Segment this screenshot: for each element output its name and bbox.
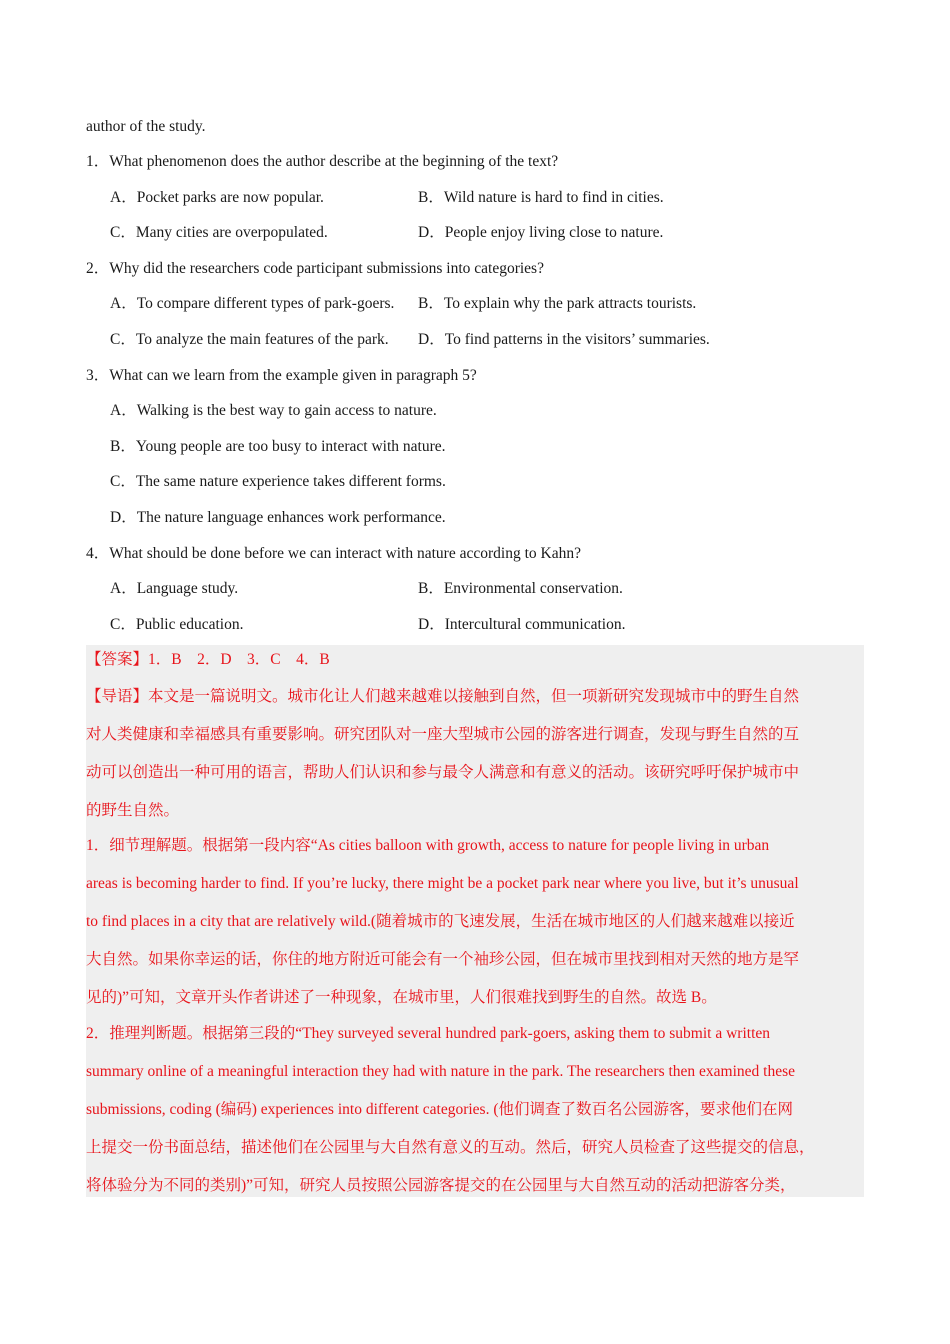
explanation-line-1: 1．细节理解题。根据第一段内容“As cities balloon with growth, access to nature for people living in urban [86, 837, 770, 854]
guide-text-1: 本文是一篇说明文。城市化让人们越来越难以接触到自然，但一项新研究发现城市中的野生自然 [148, 688, 800, 705]
explanation-line-7: summary online of a meaningful interaction they had with nature in the park. The researchers then examined these [86, 1063, 796, 1080]
question-2-option-a: A．To compare different types of park-goers. [110, 295, 395, 312]
question-2-option-d: D．To find patterns in the visitors’ summaries. [418, 331, 710, 348]
explanation-line-6: 2．推理判断题。根据第三段的“They surveyed several hundred park-goers, asking them to submit a written [86, 1025, 771, 1042]
question-2-stem: 2．Why did the researchers code participant submissions into categories? [86, 260, 544, 277]
guide-line-3: 动可以创造出一种可用的语言，帮助人们认识和参与最令人满意和有意义的活动。该研究呼吁保护城市中 [86, 764, 800, 781]
question-3-stem: 3．What can we learn from the example given in paragraph 5? [86, 367, 477, 384]
guide-line-4: 的野生自然。 [86, 802, 180, 819]
explanation-line-2: areas is becoming harder to find. If you’re lucky, there might be a pocket park near where you live, but it’s unusual [86, 875, 799, 892]
question-3-option-a: A．Walking is the best way to gain access to nature. [110, 402, 437, 419]
question-4-option-c: C．Public education. [110, 616, 244, 633]
question-4-option-b: B．Environmental conservation. [418, 580, 623, 597]
question-1-option-c: C．Many cities are overpopulated. [110, 224, 328, 241]
question-1-option-d: D．People enjoy living close to nature. [418, 224, 664, 241]
explanation-line-10: 将体验分为不同的类别)”可知，研究人员按照公园游客提交的在公园里与大自然互动的活动把游客分类， [86, 1177, 796, 1194]
question-4-stem: 4．What should be done before we can interact with nature according to Kahn? [86, 545, 581, 562]
explanation-line-9: 上提交一份书面总结，描述他们在公园里与大自然有意义的互动。然后，研究人员检查了这些提交的信息， [86, 1139, 815, 1156]
question-1-option-b: B．Wild nature is hard to find in cities. [418, 189, 664, 206]
explanation-line-8: submissions, coding (编码) experiences into different categories. (他们调查了数百名公园游客，要求他们在网 [86, 1101, 794, 1118]
question-4-option-d: D．Intercultural communication. [418, 616, 626, 633]
explanation-line-4: 大自然。如果你幸运的话，你住的地方附近可能会有一个袖珍公园，但在城市里找到相对天然的地方是罕 [86, 951, 800, 968]
answer-label: 【答案】 [86, 651, 149, 668]
answer-text: 1．B 2．D 3．C 4．B [148, 651, 330, 668]
question-3-option-b: B．Young people are too busy to interact with nature. [110, 438, 446, 455]
question-3-option-d: D．The nature language enhances work performance. [110, 509, 446, 526]
intro-tail-text: author of the study. [86, 118, 206, 135]
answer-line [86, 650, 330, 670]
explanation-line-3: to find places in a city that are relatively wild.(随着城市的飞速发展，生活在城市地区的人们越来越难以接近 [86, 913, 795, 930]
guide-line-1 [86, 687, 799, 707]
guide-label: 【导语】 [86, 688, 149, 705]
question-1-option-a: A．Pocket parks are now popular. [110, 189, 324, 206]
question-2-option-b: B．To explain why the park attracts tourists. [418, 295, 697, 312]
question-3-option-c: C．The same nature experience takes different forms. [110, 473, 446, 490]
guide-line-2: 对人类健康和幸福感具有重要影响。研究团队对一座大型城市公园的游客进行调查，发现与野生自然的互 [86, 726, 800, 743]
question-4-option-a: A．Language study. [110, 580, 239, 597]
question-2-option-c: C．To analyze the main features of the park. [110, 331, 389, 348]
question-1-stem: 1．What phenomenon does the author describe at the beginning of the text? [86, 153, 559, 170]
explanation-line-5: 见的)”可知，文章开头作者讲述了一种现象，在城市里，人们很难找到野生的自然。故选 B。 [86, 989, 717, 1006]
